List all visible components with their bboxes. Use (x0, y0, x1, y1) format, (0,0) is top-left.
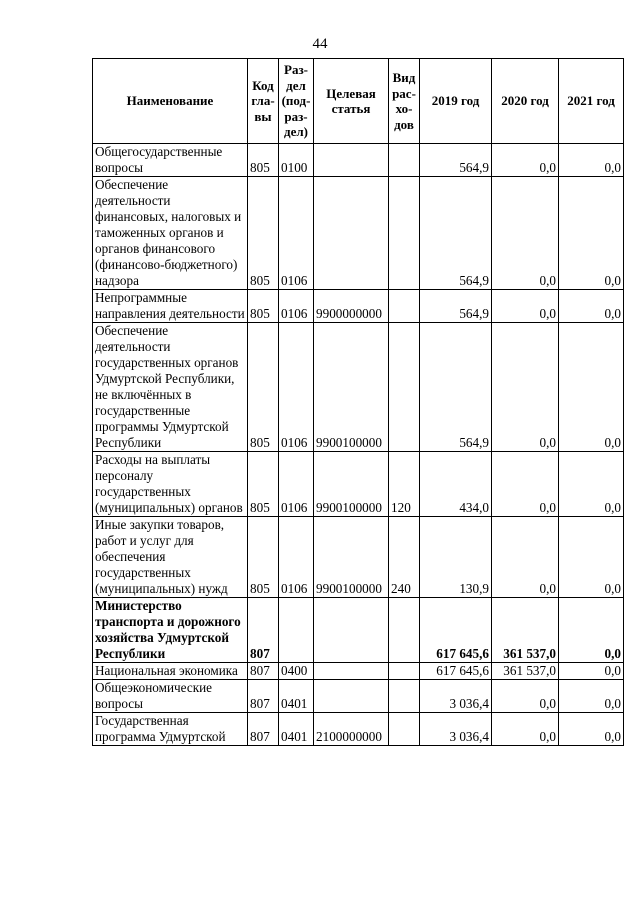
table-row (93, 177, 624, 290)
cell-2020: 361 537,0 (492, 598, 559, 663)
cell-expense-type (389, 598, 420, 663)
cell-2019: 564,9 (420, 177, 492, 290)
cell-name: Расходы на выплаты персоналу государственных (муниципальных) органов (93, 452, 248, 517)
cell-expense-type (389, 680, 420, 713)
cell-2021: 0,0 (559, 713, 624, 746)
header-code: Код гла- вы (248, 59, 279, 144)
cell-2019: 617 645,6 (420, 598, 492, 663)
cell-section: 0100 (279, 144, 314, 177)
cell-2019: 130,9 (420, 517, 492, 598)
cell-section (279, 598, 314, 663)
cell-2021: 0,0 (559, 680, 624, 713)
cell-2019: 564,9 (420, 290, 492, 323)
table-row (93, 713, 624, 746)
cell-section: 0106 (279, 290, 314, 323)
budget-table (92, 58, 624, 746)
page-number: 44 (312, 36, 328, 52)
cell-expense-type (389, 177, 420, 290)
cell-code: 805 (248, 323, 279, 452)
table-row (93, 517, 624, 598)
cell-article (314, 144, 389, 177)
cell-name: Национальная экономика (93, 663, 248, 680)
table-row (93, 598, 624, 663)
table-row (93, 452, 624, 517)
cell-code: 807 (248, 598, 279, 663)
cell-article (314, 680, 389, 713)
cell-section: 0106 (279, 177, 314, 290)
table-row (93, 323, 624, 452)
cell-name: Общеэкономические вопросы (93, 680, 248, 713)
cell-article: 9900100000 (314, 323, 389, 452)
table-row (93, 144, 624, 177)
table-row (93, 663, 624, 680)
cell-name: Обеспечение деятельности государственных органов Удмуртской Республики, не включённых в государственные программы Удмуртской Республики (93, 323, 248, 452)
cell-2021: 0,0 (559, 144, 624, 177)
cell-article: 2100000000 (314, 713, 389, 746)
header-2019: 2019 год (420, 59, 492, 144)
cell-2021: 0,0 (559, 323, 624, 452)
cell-article (314, 177, 389, 290)
cell-expense-type (389, 290, 420, 323)
cell-name: Государственная программа Удмуртской (93, 713, 248, 746)
cell-code: 805 (248, 144, 279, 177)
cell-article (314, 663, 389, 680)
cell-article: 9900100000 (314, 452, 389, 517)
cell-article: 9900000000 (314, 290, 389, 323)
cell-name: Непрограммные направления деятельности (93, 290, 248, 323)
cell-2020: 0,0 (492, 680, 559, 713)
cell-2020: 0,0 (492, 713, 559, 746)
cell-section: 0401 (279, 713, 314, 746)
cell-2021: 0,0 (559, 290, 624, 323)
cell-code: 807 (248, 680, 279, 713)
cell-expense-type: 120 (389, 452, 420, 517)
cell-2021: 0,0 (559, 177, 624, 290)
cell-2019: 564,9 (420, 144, 492, 177)
cell-name: Обеспечение деятельности финансовых, налоговых и таможенных органов и органов финансового (финансово-бюджетного) надзора (93, 177, 248, 290)
header-name: Наименование (93, 59, 248, 144)
table-header-row (93, 59, 624, 144)
cell-2020: 0,0 (492, 144, 559, 177)
cell-expense-type (389, 663, 420, 680)
cell-expense-type: 240 (389, 517, 420, 598)
cell-2020: 0,0 (492, 290, 559, 323)
cell-section: 0106 (279, 517, 314, 598)
cell-2019: 564,9 (420, 323, 492, 452)
table-row (93, 680, 624, 713)
cell-2021: 0,0 (559, 598, 624, 663)
header-2020: 2020 год (492, 59, 559, 144)
cell-2021: 0,0 (559, 452, 624, 517)
cell-2019: 3 036,4 (420, 713, 492, 746)
cell-2020: 0,0 (492, 323, 559, 452)
table-row (93, 290, 624, 323)
cell-expense-type (389, 144, 420, 177)
cell-section: 0106 (279, 323, 314, 452)
table-body (93, 144, 624, 746)
header-2021: 2021 год (559, 59, 624, 144)
cell-2021: 0,0 (559, 517, 624, 598)
header-section: Раз- дел (под- раз- дел) (279, 59, 314, 144)
cell-2021: 0,0 (559, 663, 624, 680)
cell-name: Общегосударственные вопросы (93, 144, 248, 177)
header-expense-type: Вид рас- хо- дов (389, 59, 420, 144)
cell-code: 807 (248, 713, 279, 746)
cell-expense-type (389, 323, 420, 452)
cell-code: 805 (248, 177, 279, 290)
cell-article: 9900100000 (314, 517, 389, 598)
cell-2020: 0,0 (492, 517, 559, 598)
cell-section: 0400 (279, 663, 314, 680)
cell-expense-type (389, 713, 420, 746)
cell-2019: 3 036,4 (420, 680, 492, 713)
cell-2020: 361 537,0 (492, 663, 559, 680)
cell-name: Иные закупки товаров, работ и услуг для обеспечения государственных (муниципальных) нужд (93, 517, 248, 598)
cell-2020: 0,0 (492, 177, 559, 290)
cell-code: 807 (248, 663, 279, 680)
cell-2020: 0,0 (492, 452, 559, 517)
cell-2019: 434,0 (420, 452, 492, 517)
cell-code: 805 (248, 290, 279, 323)
cell-2019: 617 645,6 (420, 663, 492, 680)
cell-code: 805 (248, 452, 279, 517)
cell-article (314, 598, 389, 663)
cell-name: Министерство транспорта и дорожного хозяйства Удмуртской Республики (93, 598, 248, 663)
header-article: Целевая статья (314, 59, 389, 144)
cell-code: 805 (248, 517, 279, 598)
cell-section: 0401 (279, 680, 314, 713)
cell-section: 0106 (279, 452, 314, 517)
